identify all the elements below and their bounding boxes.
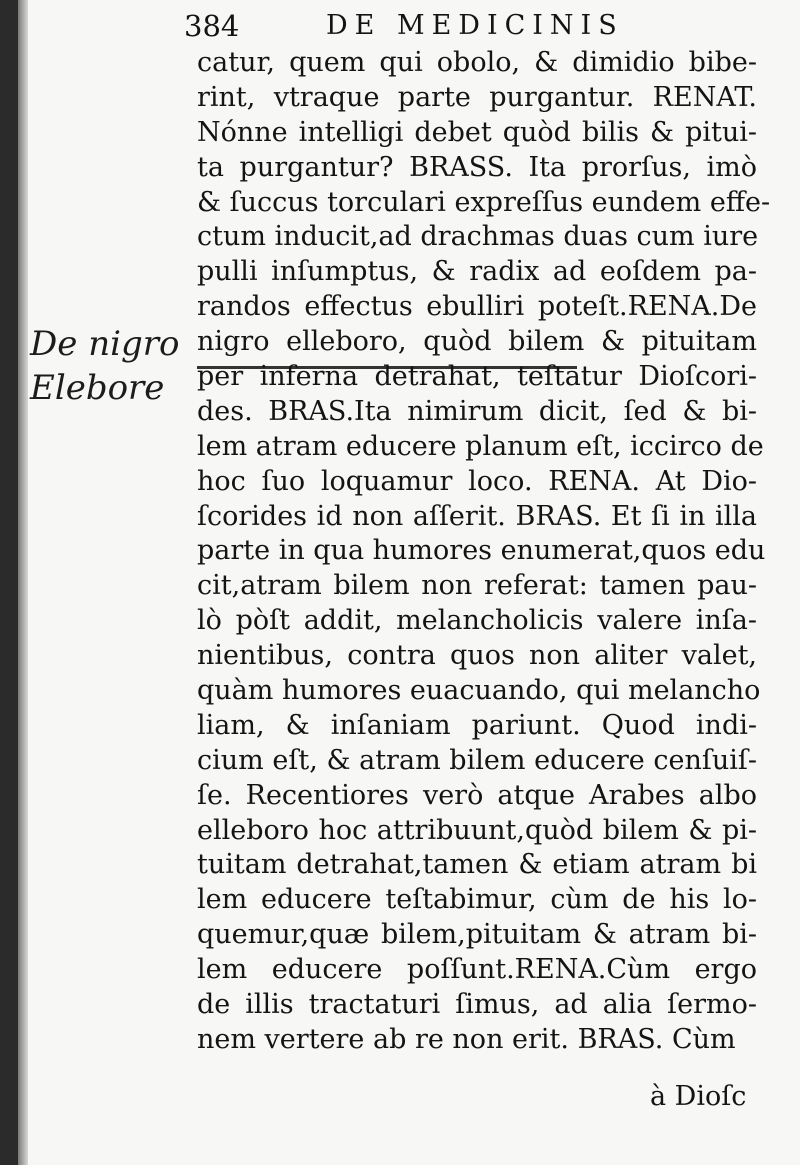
text-line: rint, vtraque parte purgantur. RENAT. — [197, 81, 757, 113]
text-line: pulli inſumptus, & radix ad eoſdem pa- — [197, 256, 757, 288]
text-line: quàm humores euacuando, qui melancho — [197, 675, 761, 707]
text-line: catur, quem qui obolo, & dimidio bibe- — [197, 47, 757, 78]
running-header — [184, 6, 634, 46]
text-line: quemur,quæ bilem,pituitam & atram bi- — [197, 919, 757, 951]
text-line: hoc ſuo loquamur loco. RENA. At Dio- — [197, 465, 757, 497]
text-line: lem educere teſtabimur, cùm de his lo- — [197, 884, 757, 916]
text-line: lò pòſt addit, melancholicis valere inſa- — [197, 605, 757, 637]
text-line: cit,atram bilem non referat: tamen pau- — [197, 570, 757, 602]
text-line: nem vertere ab re non erit. BRAS. Cùm — [197, 1023, 736, 1055]
text-line: Nónne intelligi debet quòd bilis & pitui- — [197, 116, 757, 148]
text-line: des. BRAS.Ita nimirum dicit, ſed & bi- — [197, 395, 757, 427]
page-number: 384 — [184, 9, 240, 43]
text-line: parte in qua humores enumerat,quos edu — [197, 535, 766, 567]
text-line: ſe. Recentiores verò atque Arabes albo — [197, 779, 757, 811]
text-line: ſcorides id non aſſerit. BRAS. Et ſi in illa — [197, 500, 757, 532]
text-line: & ſuccus torculari expreſſus eundem effe- — [197, 186, 771, 218]
handwritten-margin-note — [30, 322, 200, 410]
text-line: nientibus, contra quos non aliter valet, — [197, 640, 757, 672]
text-line: elleboro hoc attribuunt,quòd bilem & pi- — [197, 814, 757, 846]
text-line: lem educere poſſunt.RENA.Cùm ergo — [197, 954, 757, 986]
text-line: ta purgantur? BRASS. Ita prorſus, imò — [197, 151, 757, 183]
text-line: nigro elleboro, quòd bilem & pituitam — [197, 326, 757, 358]
margin-note-line: Elebore — [30, 368, 165, 408]
text-line: ctum inducit,ad drachmas duas cum iure — [197, 221, 759, 253]
book-spine-shadow — [0, 0, 18, 1165]
body-text — [197, 46, 771, 1058]
text-line: randos effectus ebulliri poteſt.RENA.De — [197, 291, 757, 323]
text-line: de illis tractaturi ſimus, ad alia ſermo- — [197, 989, 757, 1021]
page-gutter — [18, 0, 28, 1165]
text-line: cium eſt, & atram bilem educere cenſuiſ- — [197, 744, 757, 776]
margin-note-line: De nigro — [30, 324, 180, 364]
text-line: lem atram educere planum eſt, iccirco de — [197, 430, 764, 462]
catchword: à Dioſc — [650, 1081, 747, 1112]
text-line: tuitam detrahat,tamen & etiam atram bi — [197, 849, 757, 881]
text-line: liam, & inſaniam pariunt. Quod indi- — [197, 709, 757, 741]
text-line: per inferna detrahat, teſtatur Dioſcori- — [197, 361, 757, 393]
running-title: DE MEDICINIS — [326, 10, 624, 41]
